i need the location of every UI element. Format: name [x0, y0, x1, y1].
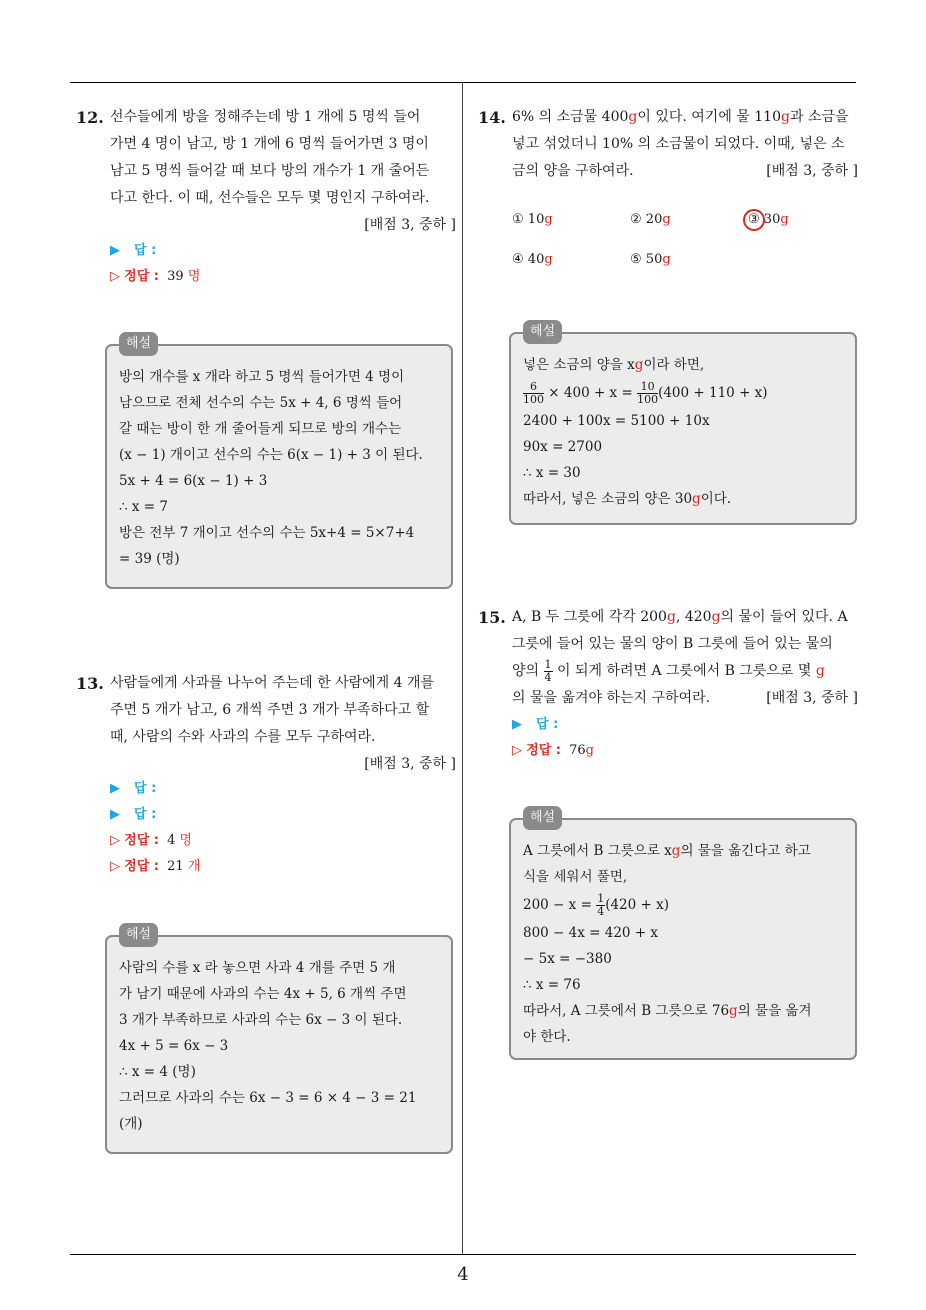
explanation-text: 의 물을 옮긴다고 하고	[680, 843, 811, 859]
correct-answer-row	[110, 264, 200, 290]
page-number: 4	[457, 1264, 469, 1285]
correct-value: 76	[569, 743, 586, 758]
fraction	[596, 893, 605, 918]
explanation-line: 사람의 수를 x 라 놓으면 사과 4 개를 주면 5 개	[119, 960, 396, 976]
choices-14	[512, 212, 852, 272]
question-text	[512, 658, 858, 685]
unit-g: g	[815, 663, 825, 679]
explanation-line: 800 − 4x = 420 + x	[523, 925, 659, 941]
explanation-line: 갈 때는 방이 한 개 줄어들게 되므로 방의 개수는	[119, 421, 402, 437]
explanation-line: ∴ x = 7	[119, 499, 168, 515]
play-triangle-icon: ▶	[110, 807, 120, 822]
question-text-part: 의 물이 들어 있다. A	[720, 609, 848, 625]
column-divider	[462, 83, 463, 1254]
outline-triangle-icon: ▷	[512, 743, 522, 758]
answer-block-15	[512, 712, 594, 764]
question-number: 15.	[478, 608, 506, 627]
choice-mark: ②	[630, 212, 642, 227]
correct-answer-row	[110, 854, 200, 880]
score-meta: [배점 3, 중하 ]	[364, 217, 456, 233]
explanation-line	[523, 352, 843, 378]
explanation-box-13	[105, 927, 453, 1154]
answer-row	[512, 712, 594, 738]
score-meta: [배점 3, 중하 ]	[766, 690, 858, 706]
choice-value: 10	[527, 212, 545, 227]
question-13	[76, 670, 456, 778]
question-text	[512, 685, 858, 712]
unit-g: g	[634, 357, 644, 373]
unit-g: g	[628, 109, 638, 125]
explanation-line: (개)	[119, 1116, 143, 1132]
explanation-line: ∴ x = 4 (명)	[119, 1064, 196, 1080]
answer-label: 답 :	[134, 781, 157, 796]
explanation-line: ∴ x = 30	[523, 465, 581, 481]
play-triangle-icon: ▶	[110, 243, 120, 258]
correct-label: 정답 :	[526, 743, 561, 758]
choice-mark: ④	[512, 252, 524, 267]
answer-label: 답 :	[134, 807, 157, 822]
explanation-equation	[523, 890, 843, 920]
play-triangle-icon: ▶	[512, 717, 522, 732]
explanation-line: 2400 + 100x = 5100 + 10x	[523, 413, 710, 429]
explanation-text: 이라 하면,	[643, 357, 705, 373]
unit-g: g	[662, 252, 671, 267]
question-text	[512, 604, 858, 631]
question-text-part: 이 있다. 여기에 물 110	[637, 109, 781, 125]
choice-value: 40	[527, 252, 545, 267]
equation-text: (420 + x)	[605, 897, 669, 913]
question-text: 주면 5 개가 남고, 6 개씩 주면 3 개가 부족하다고 할	[110, 702, 430, 718]
question-text: 선수들에게 방을 정해주는데 방 1 개에 5 명씩 들어	[110, 109, 421, 125]
explanation-line: 남으므로 전체 선수의 수는 5x + 4, 6 명씩 들어	[119, 395, 403, 411]
fraction-denominator: 4	[544, 670, 552, 684]
answer-block-13	[110, 776, 200, 880]
question-text: 남고 5 명씩 들어갈 때 보다 방의 개수가 1 개 줄어든	[110, 163, 430, 179]
question-15	[478, 604, 858, 712]
unit-g: g	[780, 212, 789, 227]
choice-value: 50	[645, 252, 663, 267]
fraction-numerator: 1	[597, 892, 605, 905]
explanation-line: 5x + 4 = 6(x − 1) + 3	[119, 473, 268, 489]
equation-text: (400 + 110 + x)	[658, 385, 768, 401]
correct-unit: 명	[187, 269, 201, 284]
choice-mark: ⑤	[630, 252, 642, 267]
correct-answer-row	[512, 738, 594, 764]
question-text-part: 금의 양을 구하여라.	[512, 163, 634, 179]
question-text-part: A, B 두 그릇에 각각 200	[512, 609, 667, 625]
explanation-line	[523, 486, 843, 512]
explanation-text: A 그릇에서 B 그릇으로 x	[523, 843, 672, 859]
question-text: 사람들에게 사과를 나누어 주는데 한 사람에게 4 개를	[110, 675, 435, 691]
choice-5[interactable]	[630, 252, 671, 267]
explanation-text: 넣은 소금의 양을 x	[523, 357, 635, 373]
explanation-tag: 해설	[523, 806, 562, 830]
explanation-line: 가 남기 때문에 사과의 수는 4x + 5, 6 개씩 주면	[119, 986, 407, 1002]
outline-triangle-icon: ▷	[110, 859, 120, 874]
explanation-line: − 5x = −380	[523, 951, 612, 967]
correct-value: 39	[167, 269, 184, 284]
unit-g: g	[544, 212, 553, 227]
explanation-line	[523, 998, 843, 1024]
question-text-part: 과 소금을	[789, 109, 849, 125]
unit-g: g	[781, 109, 790, 125]
question-text-part: 의 물을 옮겨야 하는지 구하여라.	[512, 690, 711, 706]
question-number: 13.	[76, 674, 104, 693]
explanation-line: = 39 (명)	[119, 551, 180, 567]
answer-row	[110, 802, 200, 828]
question-text-part: , 420	[675, 609, 712, 625]
explanation-line: ∴ x = 76	[523, 977, 581, 993]
explanation-text: 의 물을 옮겨	[737, 1003, 812, 1019]
unit-g: g	[692, 491, 701, 507]
unit-g: g	[711, 609, 721, 625]
correct-label: 정답 :	[124, 269, 159, 284]
explanation-line: 방은 전부 7 개이고 선수의 수는 5x+4 = 5×7+4	[119, 525, 415, 541]
answer-label: 답 :	[134, 243, 157, 258]
correct-value: 4	[167, 833, 176, 848]
explanation-tag: 해설	[119, 332, 158, 356]
fraction-numerator: 6	[523, 381, 544, 394]
question-text	[512, 158, 858, 185]
question-14	[478, 104, 858, 185]
explanation-line	[523, 838, 843, 864]
equation-text: × 400 + x =	[548, 385, 633, 401]
outline-triangle-icon: ▷	[110, 833, 120, 848]
selected-circle-icon	[743, 209, 765, 231]
answer-row	[110, 776, 200, 802]
explanation-equation	[523, 378, 843, 408]
explanation-line: 4x + 5 = 6x − 3	[119, 1038, 229, 1054]
explanation-tag: 해설	[523, 320, 562, 344]
choice-mark: ①	[512, 212, 524, 227]
explanation-box-15	[509, 810, 857, 1060]
question-number: 12.	[76, 108, 104, 127]
choice-3[interactable]	[748, 212, 789, 227]
question-text: 넣고 섞었더니 10% 의 소금물이 되었다. 이때, 넣은 소	[512, 136, 845, 152]
explanation-text: 따라서, A 그릇에서 B 그릇으로 76	[523, 1003, 730, 1019]
fraction-numerator: 10	[637, 381, 658, 394]
explanation-line: 그러므로 사과의 수는 6x − 3 = 6 × 4 − 3 = 21	[119, 1090, 417, 1106]
score-meta: [배점 3, 중하 ]	[364, 756, 456, 772]
unit-g: g	[729, 1003, 738, 1019]
score-meta: [배점 3, 중하 ]	[766, 163, 858, 179]
fraction-denominator: 100	[637, 393, 659, 406]
answer-label: 답 :	[536, 717, 559, 732]
choice-1[interactable]	[512, 212, 553, 227]
explanation-line: (x − 1) 개이고 선수의 수는 6(x − 1) + 3 이 된다.	[119, 447, 423, 463]
choice-2[interactable]	[630, 212, 671, 227]
unit-g: g	[662, 212, 671, 227]
correct-unit: g	[585, 743, 594, 758]
question-text: 때, 사람의 수와 사과의 수를 모두 구하여라.	[110, 729, 376, 745]
fraction	[637, 381, 658, 406]
play-triangle-icon: ▶	[110, 781, 120, 796]
choice-value: 20	[645, 212, 663, 227]
choice-mark: ③	[748, 212, 760, 227]
fraction-denominator: 4	[597, 905, 605, 918]
correct-unit: 개	[187, 859, 201, 874]
explanation-tag: 해설	[119, 923, 158, 947]
unit-g: g	[671, 843, 681, 859]
explanation-line: 3 개가 부족하므로 사과의 수는 6x − 3 이 된다.	[119, 1012, 403, 1028]
choice-value: 30	[763, 212, 781, 227]
equation-text: 200 − x =	[523, 897, 592, 913]
fraction	[544, 659, 553, 684]
explanation-line: 식을 세워서 풀면,	[523, 869, 628, 885]
bottom-rule	[70, 1254, 856, 1255]
explanation-box-14	[509, 324, 857, 525]
explanation-box-12	[105, 336, 453, 589]
correct-label: 정답 :	[124, 859, 159, 874]
explanation-line: 야 한다.	[523, 1029, 571, 1045]
correct-answer-row	[110, 828, 200, 854]
outline-triangle-icon: ▷	[110, 269, 120, 284]
question-text-part: 이 되게 하려면 A 그릇에서 B 그릇으로 몇	[556, 663, 812, 679]
correct-unit: 명	[179, 833, 193, 848]
question-text: 가면 4 명이 남고, 방 1 개에 6 명씩 들어가면 3 명이	[110, 136, 429, 152]
top-rule	[70, 82, 856, 83]
question-text: 다고 한다. 이 때, 선수들은 모두 몇 명인지 구하여라.	[110, 190, 430, 206]
correct-value: 21	[167, 859, 184, 874]
unit-g: g	[666, 609, 676, 625]
explanation-text: 이다.	[700, 491, 732, 507]
answer-row	[110, 238, 200, 264]
question-12	[76, 104, 456, 239]
correct-label: 정답 :	[124, 833, 159, 848]
question-text	[512, 104, 858, 131]
fraction-denominator: 100	[523, 393, 544, 406]
explanation-line: 방의 개수를 x 개라 하고 5 명씩 들어가면 4 명이	[119, 369, 405, 385]
choice-4[interactable]	[512, 252, 553, 267]
question-text: 그릇에 들어 있는 물의 양이 B 그릇에 들어 있는 물의	[512, 636, 833, 652]
question-number: 14.	[478, 108, 506, 127]
question-text-part: 양의	[512, 663, 540, 679]
explanation-line: 90x = 2700	[523, 439, 603, 455]
explanation-text: 따라서, 넣은 소금의 양은 30	[523, 491, 693, 507]
unit-g: g	[544, 252, 553, 267]
fraction-numerator: 1	[544, 657, 552, 671]
fraction	[523, 381, 544, 406]
question-text-part: 6% 의 소금물 400	[512, 109, 629, 125]
answer-block-12	[110, 238, 200, 290]
